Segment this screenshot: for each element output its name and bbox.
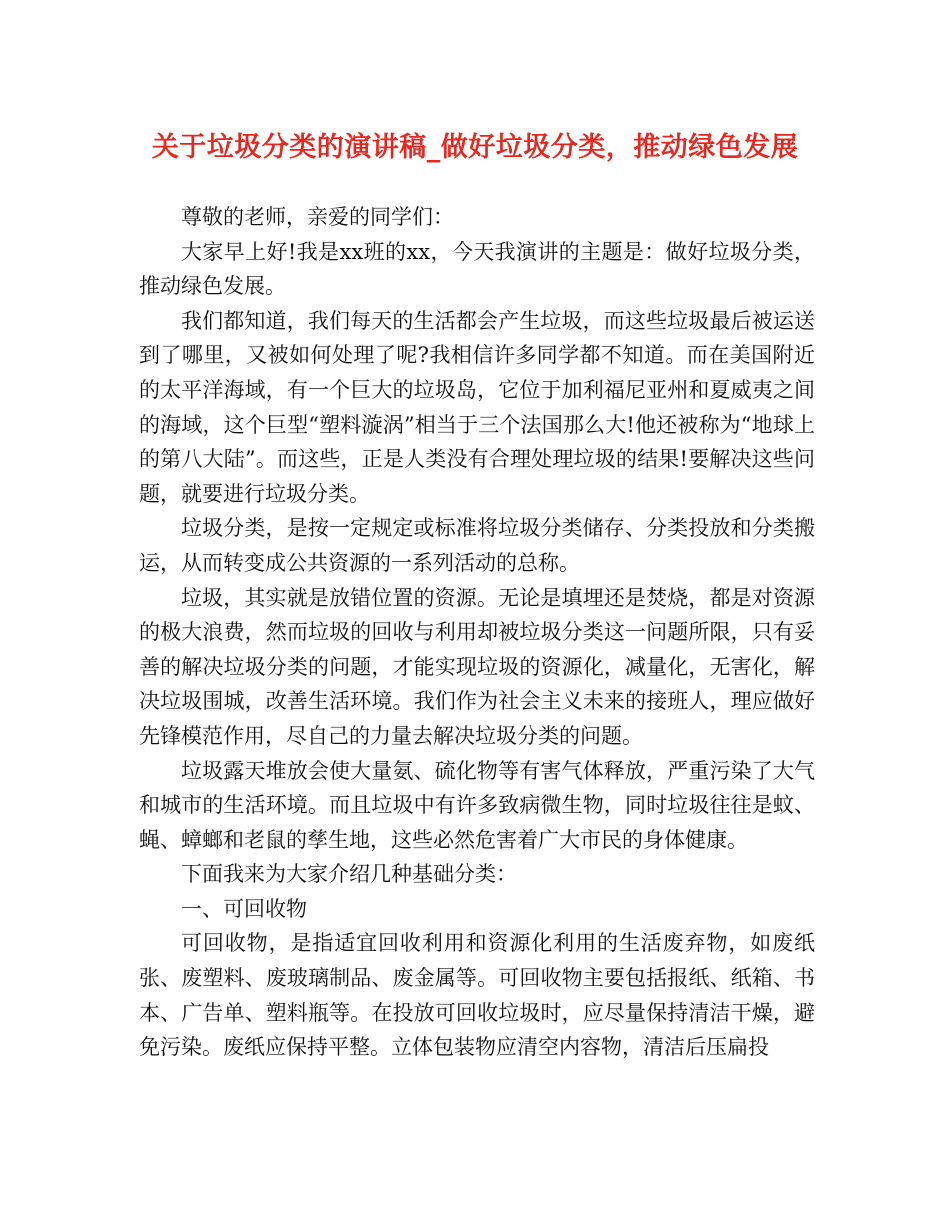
paragraph-greeting: 大家早上好!我是xx班的xx，今天我演讲的主题是：做好垃圾分类，推动绿色发展。 [139,239,815,299]
paragraph-heading-recyclables: 一、可回收物 [181,896,307,921]
paragraph-resources: 垃圾，其实就是放错位置的资源。无论是填埋还是焚烧，都是对资源的极大浪费，然而垃圾的回收与利用却被垃圾分类这一问题所限，只有妥善的解决垃圾分类的问题，才能实现垃圾的资源化，减量化，无害化，解决垃圾围城，改善生活环境。我们作为社会主义未来的接班人，理应做好先锋模范作用，尽自己的力量去解决垃圾分类的问题。 [139,585,815,748]
paragraph-pacific-garbage: 我们都知道，我们每天的生活都会产生垃圾，而这些垃圾最后被运送到了哪里，又被如何处理了呢?我相信许多同学都不知道。而在美国附近的太平洋海域，有一个巨大的垃圾岛，它位于加利福尼亚州和夏威夷之间的海域，这个巨型“塑料漩涡”相当于三个法国那么大!他还被称为“地球上的第八大陆”。而这些，正是人类没有合理处理垃圾的结果!要解决这些问题，就要进行垃圾分类。 [139,308,815,506]
paragraph-definition: 垃圾分类，是按一定规定或标准将垃圾分类储存、分类投放和分类搬运，从而转变成公共资源的一系列活动的总称。 [139,516,815,575]
paragraph-pollution: 垃圾露天堆放会使大量氨、硫化物等有害气体释放，严重污染了大气和城市的生活环境。而且垃圾中有许多致病微生物，同时垃圾往往是蚊、蝇、蟑螂和老鼠的孳生地，这些必然危害着广大市民的身体健康。 [139,758,815,852]
paragraph-recyclables: 可回收物，是指适宜回收利用和资源化利用的生活废弃物，如废纸张、废塑料、废玻璃制品、废金属等。可回收物主要包括报纸、纸箱、书本、广告单、塑料瓶等。在投放可回收垃圾时，应尽量保持清洁干燥，避免污染。废纸应保持平整。立体包装物应清空内容物，清洁后压扁投 [139,931,815,1060]
document-title: 关于垃圾分类的演讲稿_做好垃圾分类，推动绿色发展 [151,132,799,163]
paragraph-intro-categories: 下面我来为大家介绍几种基础分类： [181,862,517,887]
document-body [139,200,815,1065]
paragraph-salutation: 尊敬的老师，亲爱的同学们： [181,205,454,229]
